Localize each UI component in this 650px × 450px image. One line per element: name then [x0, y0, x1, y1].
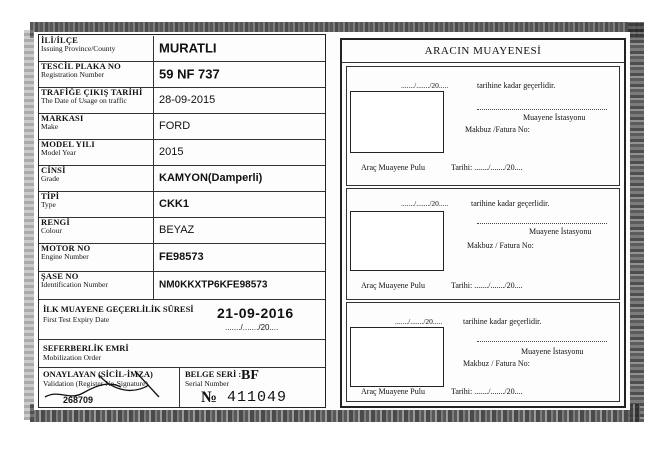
- field-label-en: The Date of Usage on traffic: [41, 96, 127, 105]
- date-label: Tarihi: ......./......./20....: [451, 387, 523, 396]
- field-row-province: [39, 35, 325, 62]
- receipt-label: Makbuz /Fatura No:: [465, 125, 530, 134]
- expiry-label-tr: İLK MUAYENE GEÇERLİLİK SÜRESİ: [43, 304, 194, 314]
- field-value: BEYAZ: [159, 224, 195, 236]
- expiry-blank-date: ......./......./20....: [225, 323, 279, 332]
- field-value: NM0KKXTP6KFE98573: [159, 279, 268, 291]
- station-label: Muayene İstasyonu: [521, 347, 584, 356]
- field-value: 2015: [159, 146, 184, 158]
- field-row-model-year: [39, 139, 325, 166]
- serial-number-cell: [179, 367, 325, 407]
- serial-label-en: Serial Number: [185, 379, 229, 388]
- inspection-title-bar: [342, 40, 624, 63]
- field-row-traffic-date: [39, 87, 325, 114]
- validation-label-tr: ONAYLAYAN (SİCİL-İMZA): [43, 369, 153, 379]
- mobilization-order-row: [39, 339, 325, 368]
- valid-date-blank: ......./......./20.....: [401, 81, 449, 90]
- registration-document: [34, 32, 630, 410]
- field-row-plate: [39, 61, 325, 88]
- field-row-engine-number: [39, 243, 325, 272]
- field-label-tr: RENGİ: [41, 217, 70, 227]
- stamp-box: [350, 327, 444, 387]
- field-label-tr: TİPİ: [41, 191, 60, 201]
- field-label-en: Type: [41, 200, 56, 209]
- first-test-expiry-row: [39, 299, 325, 340]
- field-label-en: Colour: [41, 226, 62, 235]
- valid-until-text: tarihine kadar geçerlidir.: [471, 199, 550, 208]
- inspection-section-2: [346, 188, 620, 300]
- inspection-panel: [340, 38, 626, 408]
- stamp-label: Araç Muayene Pulu: [361, 281, 425, 290]
- field-value: 28-09-2015: [159, 94, 216, 106]
- field-row-grade: [39, 165, 325, 192]
- field-value: 59 NF 737: [159, 66, 220, 82]
- field-row-colour: [39, 217, 325, 244]
- scan-border-left: [24, 30, 34, 420]
- receipt-label: Makbuz / Fatura No:: [467, 241, 534, 250]
- register-number: 268709: [63, 395, 94, 405]
- field-row-type: [39, 191, 325, 218]
- valid-until-text: tarihine kadar geçerlidir.: [463, 317, 542, 326]
- vehicle-info-panel: [38, 34, 326, 408]
- station-line: [477, 223, 607, 224]
- valid-date-blank: ......./......./20.....: [395, 317, 443, 326]
- field-label-tr: TESCİL PLAKA NO: [41, 61, 121, 71]
- stamp-box: [350, 91, 444, 153]
- station-line: [477, 109, 607, 110]
- field-label-tr: MOTOR NO: [41, 243, 91, 253]
- valid-until-text: tarihine kadar geçerlidir.: [477, 81, 556, 90]
- field-label-en: Model Year: [41, 148, 76, 157]
- field-label-en: Grade: [41, 174, 60, 183]
- field-label-tr: TRAFİĞE ÇIKIŞ TARİHİ: [41, 87, 143, 97]
- mobilization-label-tr: SEFERBERLİK EMRİ: [43, 343, 129, 353]
- field-label-en: Identification Number: [41, 280, 108, 289]
- mobilization-label-en: Mobilization Order: [43, 353, 102, 362]
- date-label: Tarihi: ......./......./20....: [451, 281, 523, 290]
- field-value: FORD: [159, 120, 191, 132]
- inspection-section-1: [346, 66, 620, 186]
- expiry-label-en: First Test Expiry Date: [43, 315, 110, 324]
- validation-cell: [39, 367, 180, 407]
- field-label-tr: İLİ/İLÇE: [41, 35, 79, 45]
- numero-sign: №: [201, 389, 218, 406]
- field-label-tr: ŞASE NO: [41, 271, 79, 281]
- field-value: KAMYON(Damperli): [159, 172, 263, 184]
- date-label: Tarihi: ......./......./20....: [451, 163, 523, 172]
- scan-border-right: [628, 22, 644, 422]
- stamp-label: Araç Muayene Pulu: [361, 387, 425, 396]
- field-row-chassis-number: [39, 271, 325, 300]
- station-line: [477, 341, 607, 342]
- serial-number-value: 411049: [227, 389, 288, 406]
- field-row-make: [39, 113, 325, 140]
- receipt-label: Makbuz / Fatura No:: [463, 359, 530, 368]
- inspection-section-3: [346, 302, 620, 402]
- station-label: Muayene İstasyonu: [529, 227, 592, 236]
- field-label-tr: CİNSİ: [41, 165, 66, 175]
- inspection-title: ARACIN MUAYENESİ: [424, 45, 542, 57]
- field-label-en: Engine Number: [41, 252, 89, 261]
- stamp-label: Araç Muayene Pulu: [361, 163, 425, 172]
- field-label-tr: MARKASI: [41, 113, 84, 123]
- signature-scribble: [39, 367, 179, 407]
- expiry-date-value: 21-09-2016: [217, 305, 294, 321]
- field-label-en: Registration Number: [41, 70, 105, 79]
- field-value: CKK1: [159, 198, 189, 210]
- field-value: FE98573: [159, 251, 204, 263]
- field-label-en: Issuing Province/County: [41, 44, 116, 53]
- stamp-box: [350, 211, 444, 271]
- validation-label-en: Validation (Register No-Signature): [43, 379, 148, 388]
- field-label-tr: MODEL YILI: [41, 139, 95, 149]
- field-value: MURATLI: [159, 40, 217, 56]
- field-label-en: Make: [41, 122, 59, 131]
- serial-series: BF: [241, 368, 259, 383]
- valid-date-blank: ......./......./20.....: [401, 199, 449, 208]
- station-label: Muayene İstasyonu: [523, 113, 586, 122]
- serial-label-tr: BELGE SERİ :: [185, 369, 242, 379]
